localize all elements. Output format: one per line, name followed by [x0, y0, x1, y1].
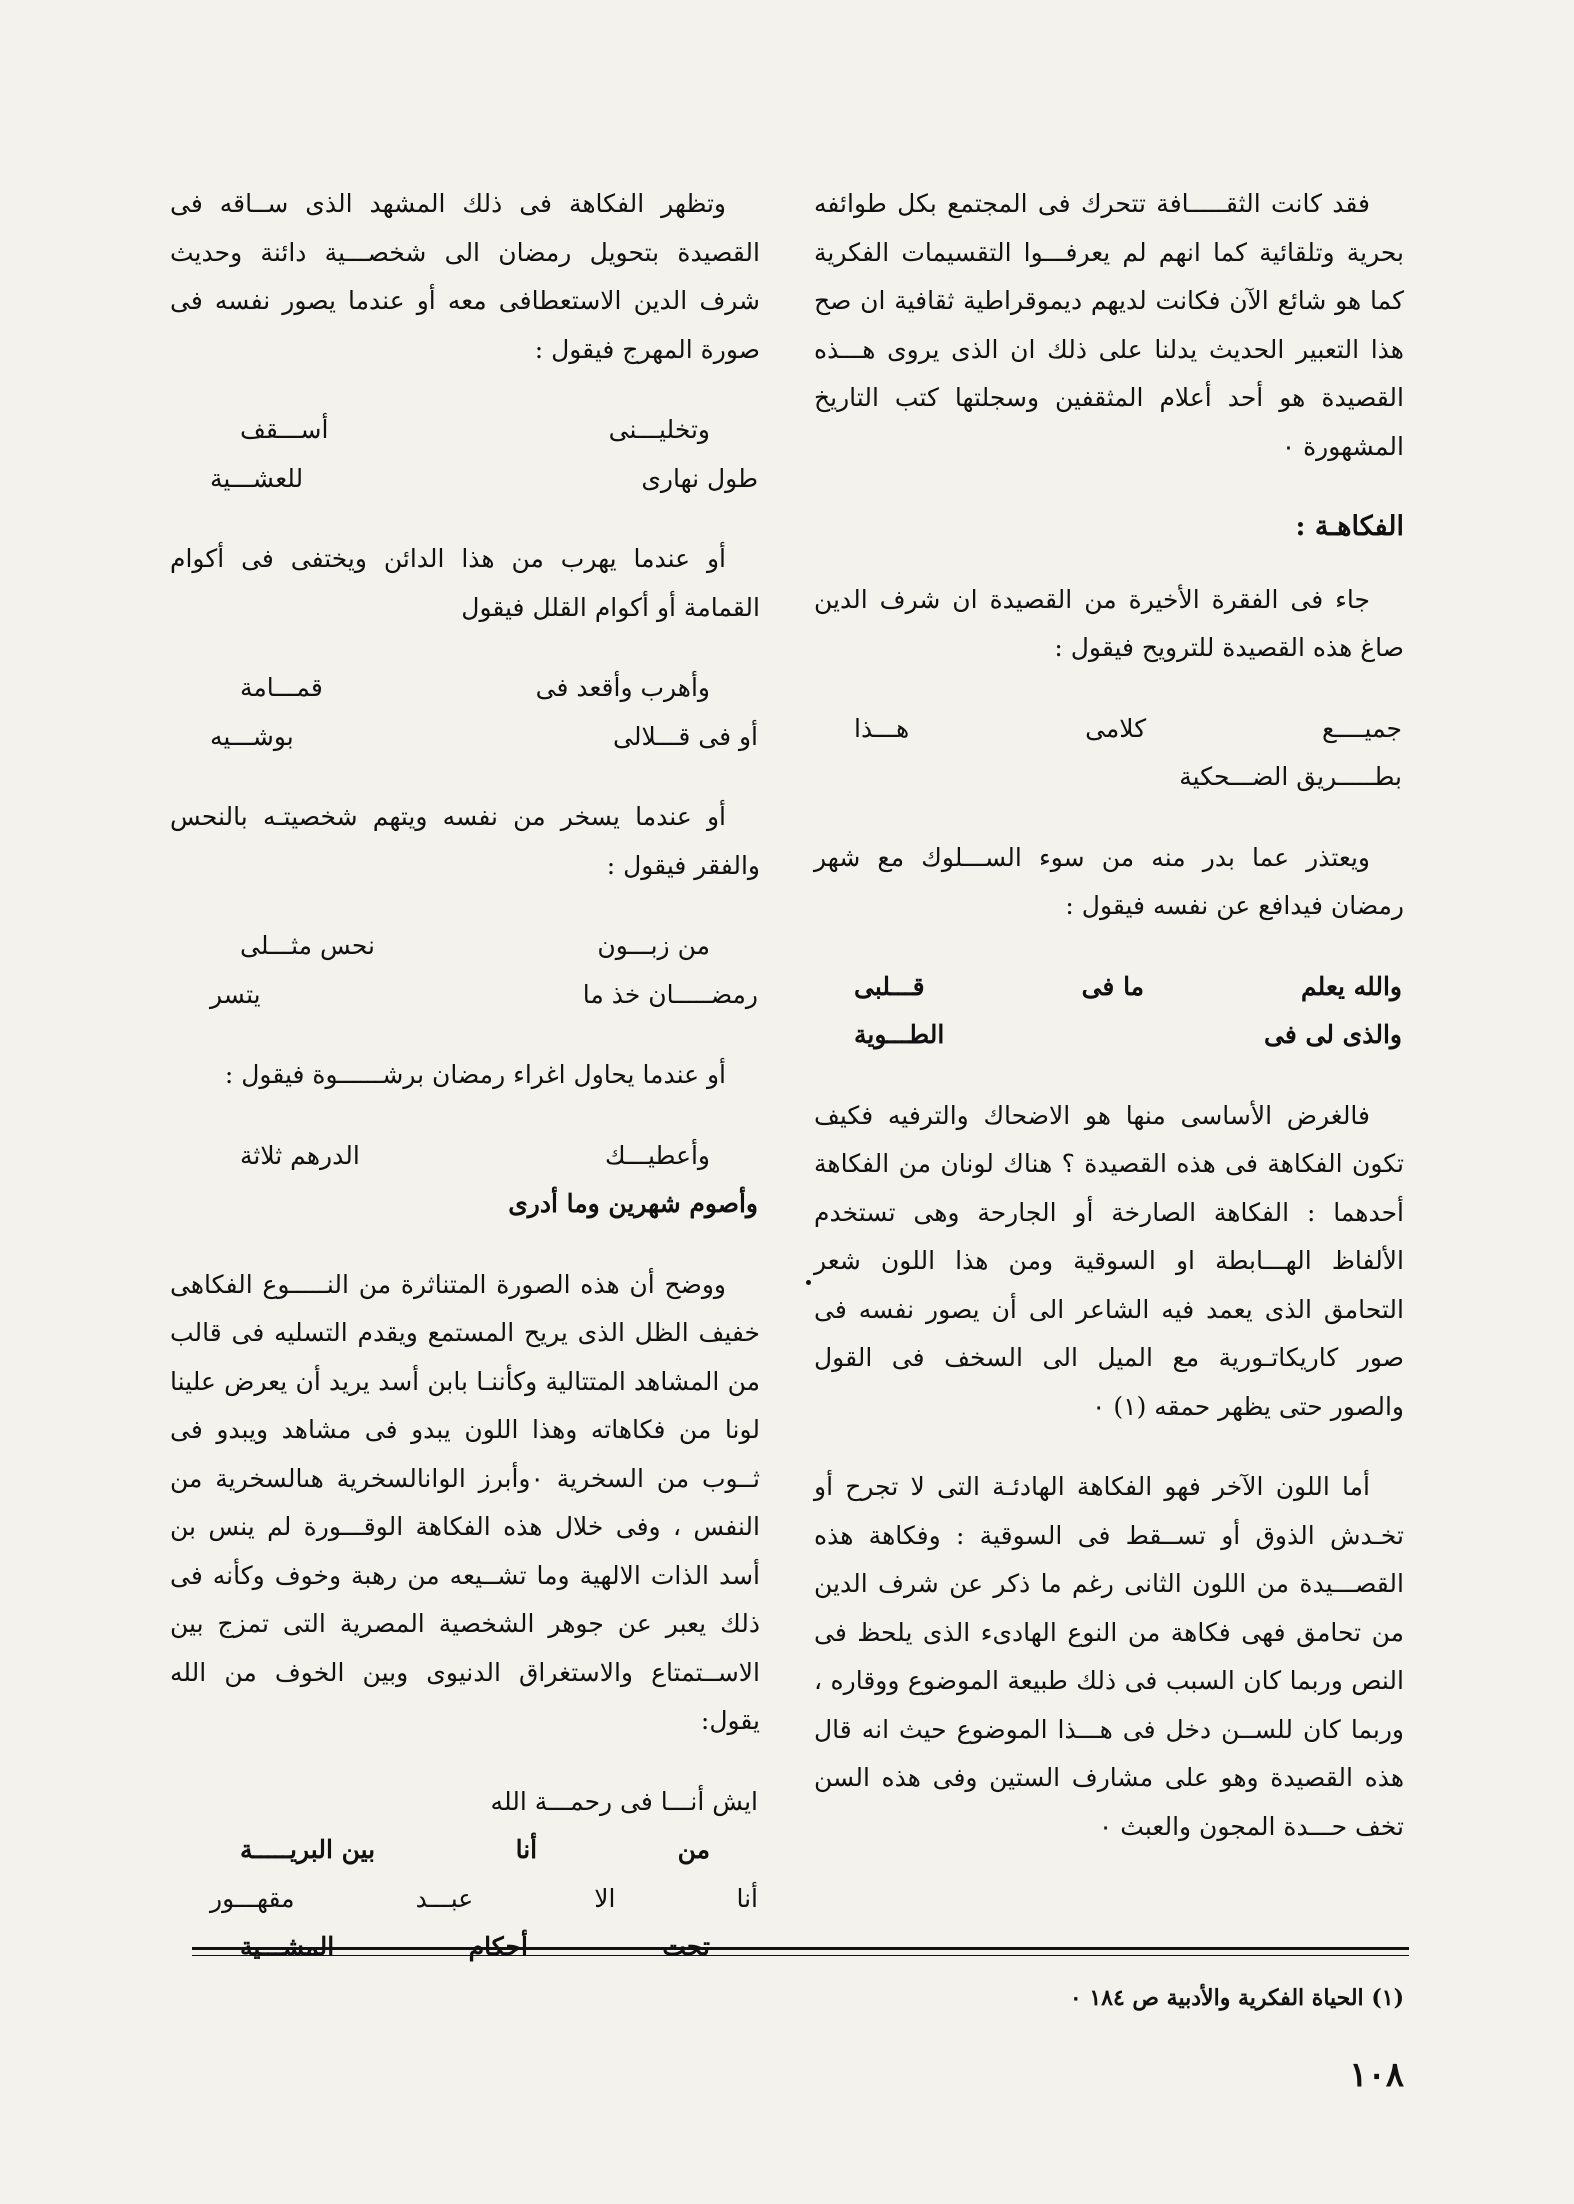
- verse-line: رمضـــــان خذ ما يتسر: [210, 979, 758, 1009]
- verse-line: وأعطيـــك الدرهم ثلاثة: [240, 1140, 710, 1170]
- verse-line: تحت أحكام المشـــية: [240, 1932, 710, 1961]
- verse: [170, 664, 760, 761]
- verse-line: ايش أنـــا فى رحمـــة الله: [490, 1786, 758, 1816]
- verse-line: أو فى قـــلالى بوشـــيه: [210, 721, 758, 751]
- verse: [170, 1132, 760, 1229]
- verse-line: وأصوم شهرين وما أدرى: [508, 1189, 758, 1218]
- footnote: (١) الحياة الفكرية والأدبية ص ١٨٤ ٠: [1069, 1985, 1404, 2011]
- verse: [814, 705, 1404, 802]
- verse-line: والله يعلم ما فى قـــلبى: [854, 971, 1402, 1001]
- footnote-divider-thin: [192, 1955, 1409, 1956]
- paragraph: وتظهر الفكاهة فى ذلك المشهد الذى ســاقه فى القصيدة بتحويل رمضان الى شخصـــية دائنة وحديث شرف الدين الاستعطافى معه أو عندما يصور نفسه فى صورة المهرج فيقول :: [170, 189, 760, 364]
- paragraph: فقد كانت الثقـــــافة تتحرك فى المجتمع بكل طوائفه بحرية وتلقائية كما انهم لم يعرفـــوا التقسيمات الفكرية كما هو شائع الآن فكانت لديهم ديموقراطية ثقافية ان صح هذا التعبير الحديث يدلنا على ذلك ان الذى يروى هـــذه القصيدة هو أحد أعلام المثقفين وسجلتها كتب التاريخ المشهورة ٠: [814, 189, 1404, 461]
- verse: [170, 1778, 760, 1972]
- verse-line: من زبـــون نحس مثـــلى: [240, 931, 710, 960]
- footnote-divider: [192, 1947, 1409, 1950]
- paragraph: أو عندما يحاول اغراء رمضان برشــــــوة فيقول :: [224, 1060, 726, 1089]
- verse-line: بطـــــريق الضـــحكية: [1179, 762, 1402, 791]
- verse-line: وتخليـــنى أســـقف: [240, 415, 710, 444]
- paragraph: جاء فى الفقرة الأخيرة من القصيدة ان شرف الدين صاغ هذه القصيدة للترويح فيقول :: [814, 584, 1404, 662]
- verse: [170, 406, 760, 503]
- paragraph: ويعتذر عما بدر منه من سوء الســـلوك مع شهر رمضان فيدافع عن نفسه فيقول :: [814, 842, 1404, 920]
- verse-line: وأهرب وأقعد فى قمـــامة: [240, 673, 710, 702]
- paragraph: أو عندما يسخر من نفسه ويتهم شخصيتـه بالنحس والفقر فيقول :: [170, 802, 760, 880]
- verse-line: من أنا بين البريـــــة: [240, 1835, 710, 1864]
- paragraph: أما اللون الآخر فهو الفكاهة الهادئـة التى لا تجرح أو تخـدش الذوق أو تســقط فى السوقية : وفكاهة هذه القصـــيدة من اللون الثانى رغم ما ذكر عن شرف الدين من تحامق فهى فكاهة من النوع الهادىء الذى يلحظ فى النص وربما كان السبب فى ذلك طبيعة الموضوع ووقاره ، وربما كان للســن دخل فى هـــذا الموضوع حيث انه قال هذه القصيدة وهو على مشارف الستين وفى هذه السن تخف حـــدة المجون والعبث ٠: [814, 1472, 1404, 1841]
- right-column: [814, 180, 1404, 1883]
- verse-line: أنا الا عبـــد مقهـــور: [210, 1883, 758, 1913]
- paragraph: أو عندما يهرب من هذا الدائن ويختفى فى أكوام القمامة أو أكوام القلل فيقول: [170, 544, 760, 622]
- stray-mark: [806, 1280, 811, 1285]
- verse-line: والذى لى فى الطـــوية: [854, 1020, 1402, 1049]
- left-column: [170, 180, 760, 1972]
- verse-line: جميــــع كلامى هـــذا: [854, 713, 1402, 743]
- paragraph: ووضح أن هذه الصورة المتناثرة من النـــــوع الفكاهى خفيف الظل الذى يريح المستمع ويقدم التسليه فى قالب من المشاهد المتتالية وكأننـا بابن أسد يريد أن يعرض علينا لونا من فكاهاته وهذا اللون يبدو فى مشاهد ويبدو فى ثــوب من السخرية ٠وأبرز الوانالسخرية هىالسخرية من النفس ، وفى خلال هذه الفكاهة الوقـــورة لم ينس بن أسد الذات الالهية وما تشــيعه من رهبة وخوف وكأنه فى ذلك يعبر عن جوهر الشخصية المصرية التى تمزج بين الاســتمتاع والاستغراق الدنيوى وبين الخوف من الله يقول:: [170, 1269, 761, 1735]
- paragraph: فالغرض الأساسى منها هو الاضحاك والترفيه فكيف تكون الفكاهة فى هذه القصيدة ؟ هناك لونان من الفكاهة أحدهما : الفكاهة الصارخة أو الجارحة وهى تستخدم الألفاظ الهـــابطة او السوقية ومن هذا اللون شعر التحامق الذى يعمد فيه الشاعر الى أن يصور نفسه فى صور كاريكاتـورية مع الميل الى السخف فى القول والصور حتى يظهر حمقه (١) ٠: [814, 1100, 1404, 1421]
- verse: [814, 963, 1404, 1060]
- verse-line: طول نهارى للعشـــية: [210, 463, 758, 493]
- verse: [170, 922, 760, 1019]
- page-number: ١٠٨: [1349, 2055, 1404, 2095]
- section-heading: الفكاهـة :: [1295, 511, 1404, 542]
